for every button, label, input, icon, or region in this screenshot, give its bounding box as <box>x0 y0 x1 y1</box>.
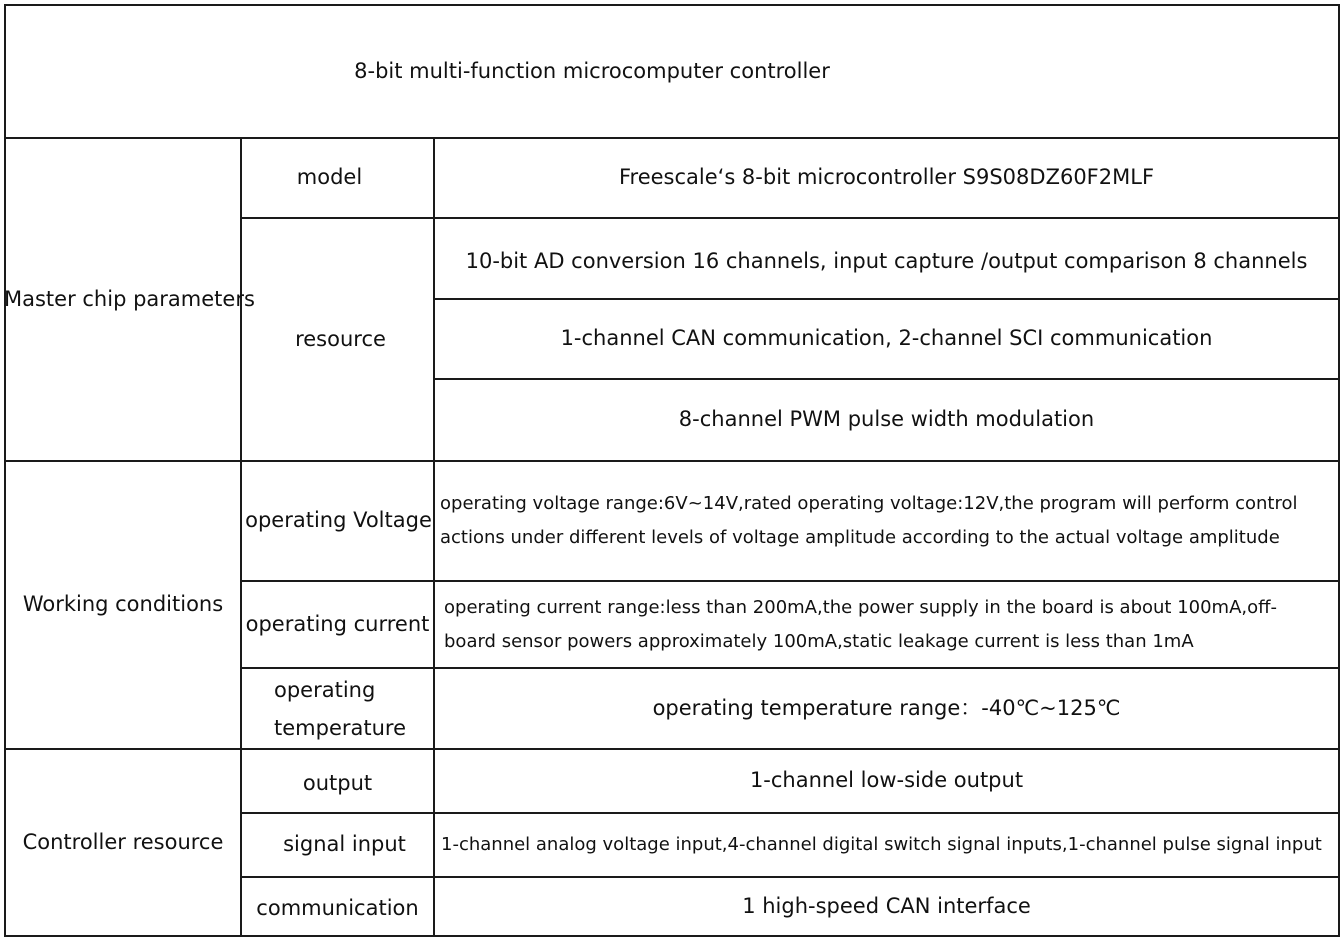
row-value: 1-channel analog voltage input,4-channel digital switch signal inputs,1-channel pulse signal input <box>441 834 1322 856</box>
row-label: model <box>296 165 363 190</box>
row-value: 1-channel low-side output <box>749 768 1024 793</box>
section-label: Master chip parameters <box>4 286 255 311</box>
row-label: operating temperature <box>274 677 406 740</box>
row-label: output <box>302 771 373 796</box>
table-border-right <box>1338 4 1340 937</box>
row-label: signal input <box>283 832 406 857</box>
row-value: operating temperature range：-40℃~125℃ <box>652 695 1121 720</box>
row-value: 1 high-speed CAN interface <box>742 893 1031 918</box>
row-label: resource <box>295 326 386 351</box>
row-label: communication <box>256 895 419 920</box>
section-label: Controller resource <box>22 829 224 854</box>
table-border-bottom <box>4 935 1340 937</box>
row-value: 8-channel PWM pulse width modulation <box>678 407 1095 432</box>
row-label: operating Voltage <box>245 508 432 533</box>
section-label: Working conditions <box>22 592 224 617</box>
row-label: operating current <box>245 611 430 636</box>
row-value: operating voltage range:6V~14V,rated operating voltage:12V,the program will perform control actions under different levels of voltage amplitude according to the actual voltage amplitude <box>440 493 1298 548</box>
row-value: 1-channel CAN communication, 2-channel SCI communication <box>560 326 1213 351</box>
row-value: Freescale‘s 8-bit microcontroller S9S08DZ60F2MLF <box>618 165 1155 190</box>
table-title: 8-bit multi-function microcomputer controller <box>354 58 830 83</box>
row-value: operating current range:less than 200mA,the power supply in the board is about 100mA,off-board sensor powers approximately 100mA,static leakage current is less than 1mA <box>444 596 1278 652</box>
row-value: 10-bit AD conversion 16 channels, input capture /output comparison 8 channels <box>465 248 1308 273</box>
